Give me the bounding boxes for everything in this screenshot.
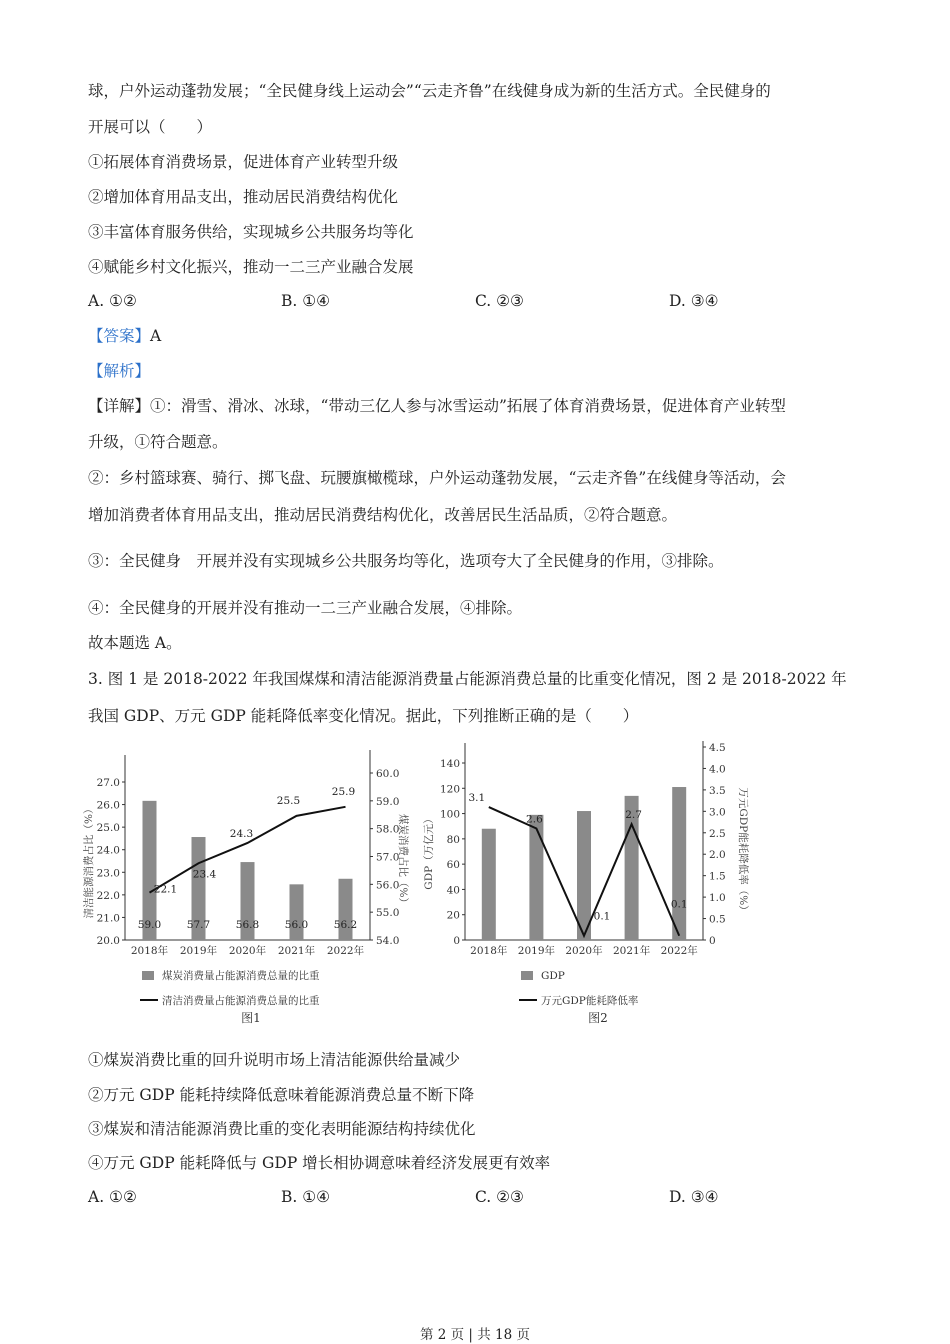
q2-option-c: C. ②③ [475,292,524,310]
y-left-axis-title: GDP（万亿元） [423,813,435,890]
right-tick-label: 2.5 [709,827,726,840]
line-data-label: 25.9 [331,785,356,798]
line-data-label: 25.5 [276,794,301,807]
detail-text-1: ①：滑雪、滑冰、冰球，“带动三亿人参与冰雪运动”拓展了体育消费场景，促进体育产业转型 [150,397,786,415]
q3-item-1: ①煤炭消费比重的回升说明市场上清洁能源供给量减少 [88,1051,461,1069]
left-tick-label: 25.0 [96,822,120,835]
x-tick-label: 2021年 [277,945,316,957]
q2-option-d: D. ③④ [669,292,719,310]
bar-data-label: 56.2 [333,919,358,931]
right-tick-label: 0 [709,935,716,947]
right-tick-label: 1.0 [709,892,726,905]
right-tick-label: 4.0 [709,763,726,776]
x-tick-label: 2019年 [517,945,556,957]
bar-data-label: 56.8 [235,919,260,931]
detail-line-3: ②：乡村篮球赛、骑行、掷飞盘、玩腰旗橄榄球，户外运动蓬勃发展，“云走齐鲁”在线健身等活动，会 [88,469,786,487]
left-tick-label: 80 [446,833,460,846]
left-tick-label: 120 [439,783,460,796]
bar-data-label: 57.7 [186,919,211,931]
q3-stem-line2: 我国 GDP、万元 GDP 能耗降低率变化情况。据此，下列推断正确的是（ ） [88,707,639,725]
q3-item-2: ②万元 GDP 能耗持续降低意味着能源消费总量不断下降 [88,1086,475,1104]
bar-data-label: 56.0 [284,919,309,931]
legend-bar-swatch [142,971,154,980]
y-left-axis-title: 清洁能源消费占比（%） [83,803,95,919]
line-data-label: 0.1 [670,898,688,911]
answer-line [88,325,161,347]
q3-option-d: D. ③④ [669,1188,719,1206]
q3-option-c: C. ②③ [475,1188,524,1206]
left-tick-label: 0 [453,935,460,947]
analysis-tag: 【解析】 [88,362,151,380]
detail-line-1 [88,395,786,417]
left-tick-label: 26.0 [96,799,120,812]
left-tick-label: 23.0 [96,867,120,880]
line-data-label: 3.1 [468,792,486,805]
bar [672,787,686,940]
q2-option-b: B. ①④ [281,292,331,310]
right-tick-label: 3.5 [709,784,726,797]
left-tick-label: 24.0 [96,844,120,857]
figure-2-chart [420,735,770,1030]
x-tick-label: 2022年 [660,945,698,957]
detail-line-6: ④：全民健身的开展并没有推动一二三产业融合发展，④排除。 [88,599,523,617]
left-tick-label: 100 [439,808,460,821]
right-tick-label: 3.0 [709,806,726,819]
bar [290,884,304,940]
q2-item-2: ②增加体育用品支出，推动居民消费结构优化 [88,188,399,206]
figure-1-chart [80,735,420,1030]
q3-option-a: A. ①② [88,1188,137,1206]
right-tick-label: 56.0 [376,879,400,892]
left-tick-label: 22.0 [96,889,120,902]
right-tick-label: 4.5 [709,742,726,754]
q2-item-1: ①拓展体育消费场景，促进体育产业转型升级 [88,153,399,171]
line-data-label: 2.6 [526,813,543,826]
x-tick-label: 2020年 [228,945,267,957]
right-tick-label: 57.0 [376,851,400,864]
q3-option-b: B. ①④ [281,1188,331,1206]
q3-item-3: ③煤炭和清洁能源消费比重的变化表明能源结构持续优化 [88,1120,476,1138]
q2-option-a: A. ①② [88,292,137,310]
x-tick-label: 2021年 [612,945,651,957]
legend-bar-swatch [521,971,533,980]
q3-stem-line1: 3. 图 1 是 2018-2022 年我国煤煤和清洁能源消费量占能源消费总量的比重变化情况，图 2 是 2018-2022 年 [88,670,847,688]
right-tick-label: 54.0 [376,935,400,947]
answer-tag: 【答案】 [88,327,151,345]
bar [529,815,543,940]
left-tick-label: 21.0 [96,912,120,925]
line-data-label: 24.3 [229,827,254,840]
right-tick-label: 1.5 [709,870,726,883]
line-data-label: 2.7 [625,809,642,822]
answer-value: A [150,327,162,345]
q2-item-3: ③丰富体育服务供给，实现城乡公共服务均等化 [88,223,414,241]
line-data-label: 0.1 [593,910,611,923]
detail-tag: 【详解】 [88,397,151,415]
q2-stem-line1: 球，户外运动蓬勃发展；“全民健身线上运动会”“云走齐鲁”在线健身成为新的生活方式。全民健身的 [88,82,771,100]
bar-data-label: 59.0 [137,919,162,931]
detail-line-7: 故本题选 A。 [88,634,182,652]
q3-item-4: ④万元 GDP 能耗降低与 GDP 增长相协调意味着经济发展更有效率 [88,1154,551,1172]
left-tick-label: 140 [439,758,460,770]
right-tick-label: 60.0 [376,768,400,780]
legend-line-label: 万元GDP能耗降低率 [541,995,639,1007]
bar [482,829,496,940]
x-tick-label: 2019年 [179,945,218,957]
legend-bar-label: 煤炭消费量占能源消费总量的比重 [162,970,320,982]
q2-item-4: ④赋能乡村文化振兴，推动一二三产业融合发展 [88,258,414,276]
figure-caption: 图2 [588,1011,608,1025]
x-tick-label: 2018年 [470,945,508,957]
legend-bar-label: GDP [541,970,565,982]
line-data-label: 23.4 [192,868,217,881]
right-tick-label: 55.0 [376,907,400,920]
x-tick-label: 2018年 [130,945,169,957]
page-footer: 第 2 页 | 共 18 页 [419,1327,531,1343]
x-tick-label: 2022年 [326,945,365,957]
legend-line-label: 清洁消费量占能源消费总量的比重 [162,995,320,1007]
bar [577,811,591,940]
x-tick-label: 2020年 [565,945,603,957]
right-tick-label: 0.5 [709,913,726,926]
y-right-axis-title: 万元GDP能耗降低率（%） [737,787,749,916]
left-tick-label: 20.0 [96,935,120,947]
line-data-label: 22.1 [153,883,178,896]
y-right-axis-title: 煤炭消费占比（%） [397,814,409,908]
right-tick-label: 59.0 [376,795,400,808]
detail-line-5: ③：全民健身 开展并没有实现城乡公共服务均等化，选项夸大了全民健身的作用，③排除。 [88,552,724,570]
right-tick-label: 58.0 [376,823,400,836]
right-tick-label: 2.0 [709,849,726,862]
q2-stem-line2: 开展可以（ ） [88,118,213,136]
left-tick-label: 60 [446,859,460,872]
left-tick-label: 27.0 [96,777,120,789]
detail-line-2: 升级，①符合题意。 [88,433,228,451]
detail-line-4: 增加消费者体育用品支出，推动居民消费结构优化，改善居民生活品质，②符合题意。 [88,506,678,524]
left-tick-label: 40 [446,884,460,897]
left-tick-label: 20 [446,909,460,922]
figure-caption: 图1 [241,1011,261,1025]
